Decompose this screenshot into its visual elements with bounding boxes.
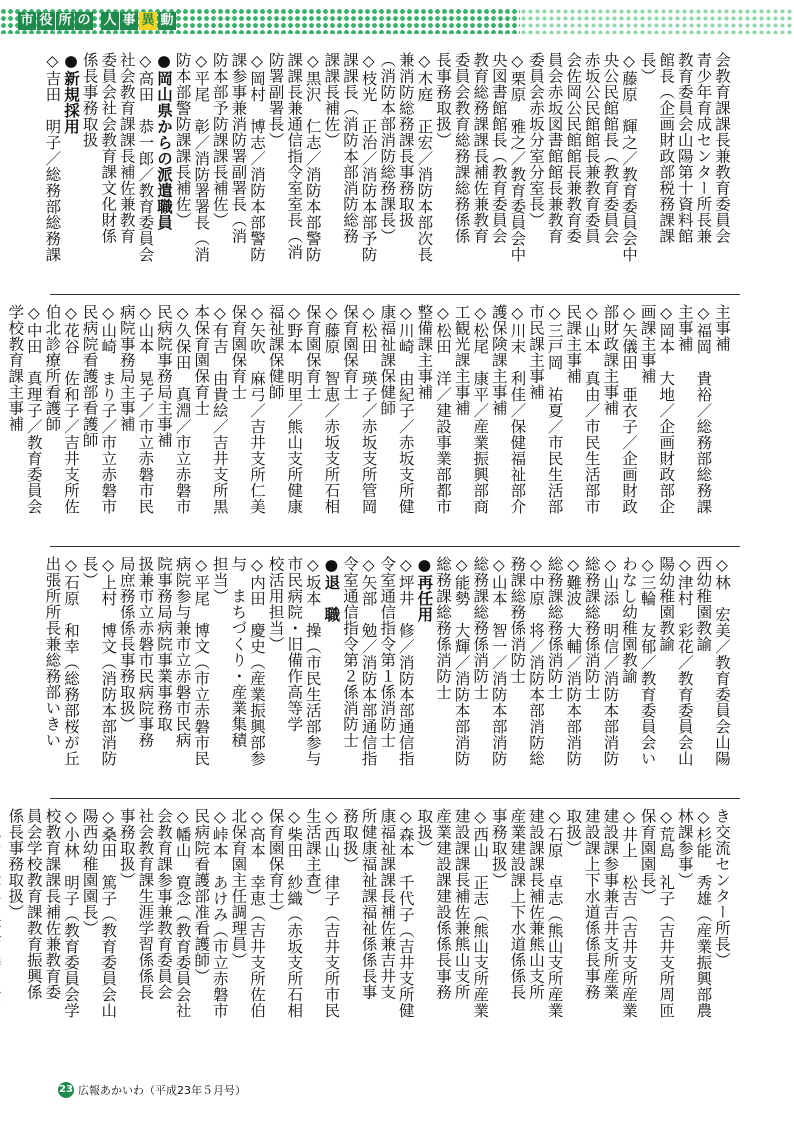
entry-line: ◇難波 大輔／消防本部消防 bbox=[564, 556, 583, 767]
title-char: 所 bbox=[56, 12, 74, 30]
entry-line: 長） bbox=[80, 556, 99, 588]
entry-line: 館長（企画財政部税務課課 bbox=[657, 52, 676, 244]
entry-line: 保育園保育士） bbox=[266, 808, 285, 920]
section-divider bbox=[50, 798, 740, 799]
entry-line: 保育園園長） bbox=[638, 808, 657, 904]
entry-line: 総務課総務係消防士 bbox=[582, 556, 601, 700]
entry-line: ◇杉能 秀雄（産業振興部農 bbox=[694, 808, 713, 1019]
entry-line: ◇桑田 篤子（教育委員会山 bbox=[99, 808, 118, 1019]
entry-line: ◇林 宏美／教育委員会山陽 bbox=[713, 556, 731, 767]
entry-line: ◇三輪 友郁／教育委員会い bbox=[638, 556, 657, 767]
entry-line: ◇矢儀田 亜衣子／企画財政 bbox=[620, 304, 638, 515]
entry-line: ◇内田 慶史（産業振興部参 bbox=[248, 556, 266, 767]
entry-line: 会佐岡公民館館長兼教育委 bbox=[564, 52, 583, 244]
entry-line: 赤坂公民館館長兼教育委員 bbox=[582, 52, 601, 244]
title-char: 人 bbox=[101, 12, 119, 30]
entry-line: 取扱） bbox=[415, 808, 434, 856]
title-char: 異 bbox=[139, 12, 157, 30]
entry-line: ◇久保田 真淵／市立赤磐市 bbox=[173, 304, 192, 515]
page-footer bbox=[58, 1082, 246, 1098]
entry-line: 兼消防総務課長事務取扱 bbox=[396, 52, 415, 228]
entry-line: 務取扱） bbox=[341, 808, 359, 872]
entry-line: ◇松田 瑛子／赤坂支所管岡 bbox=[359, 304, 378, 515]
entry-line: 陽幼稚園教諭 bbox=[657, 556, 676, 652]
entry-line: 員会学校教育課教育振興係 bbox=[24, 808, 43, 1000]
entry-line: ◇矢部 勉／消防本部通信指 bbox=[359, 556, 378, 767]
entry-line: 令室通信指令第１係消防士 bbox=[378, 556, 397, 748]
entry-line: 北保育園主任調理員） bbox=[229, 808, 248, 968]
entry-line: 護保険課主事補 bbox=[489, 304, 508, 416]
entry-line: ◇川末 利佳／保健福祉部介 bbox=[508, 304, 527, 515]
entry-line: 整備課主事補 bbox=[415, 304, 434, 400]
entry-line: ◇高本 幸恵（吉井支所佐伯 bbox=[248, 808, 266, 1019]
entry-line: 工観光課主事補 bbox=[452, 304, 471, 416]
entry-line: 市民課主事補 bbox=[527, 304, 545, 400]
entry-line: ◇枝光 正治／消防本部予防 bbox=[359, 52, 378, 263]
title-char: 市 bbox=[18, 12, 36, 30]
entry-line: ◇川崎 由紀子／赤坂支所健 bbox=[396, 304, 415, 515]
page-number: 23 bbox=[58, 1082, 74, 1098]
entry-line: 所健康福祉課福祉係係長事 bbox=[359, 808, 378, 1000]
entry-line: 院事務局病院事業事務取 bbox=[155, 556, 173, 732]
entry-line: 課課長（消防本部消防総務 bbox=[341, 52, 359, 244]
entry-line: ◇松尾 康平／産業振興部商 bbox=[471, 304, 490, 515]
entry-line: 生活課主査） bbox=[303, 808, 322, 904]
entry-line: 本保育園保育士 bbox=[192, 304, 211, 416]
entry-line: 総務課総務係消防士 bbox=[545, 556, 564, 700]
entry-line: 与 まちづくり・産業集積 bbox=[229, 556, 248, 748]
entry-line: 康福祉課課長補佐兼吉井支 bbox=[378, 808, 397, 1000]
page-header bbox=[0, 0, 794, 38]
entry-line: 扱兼市立赤磐市民病院事務 bbox=[136, 556, 155, 748]
entry-line: 防本部警防課課長補佐） bbox=[173, 52, 192, 228]
entry-line: ◇藤原 智恵／赤坂支所石相 bbox=[322, 304, 341, 515]
entry-line: 保育園保育士 bbox=[229, 304, 248, 400]
entry-line: 建設課上下水道係係長事務 bbox=[582, 808, 601, 1000]
section-heading: ●新規採用 bbox=[62, 52, 80, 135]
header-dot-fade bbox=[520, 8, 794, 34]
entry-line: 青少年育成センター所長兼 bbox=[694, 52, 713, 244]
entry-line: 委員会赤坂分室分室長） bbox=[527, 52, 545, 228]
entry-line: 保育園保育士 bbox=[341, 304, 359, 400]
entry-line: 産業建設課建設係係長事務 bbox=[434, 808, 452, 1000]
section-divider bbox=[50, 546, 740, 547]
entry-line: 病院事務局主事補 bbox=[117, 304, 136, 432]
entry-line: ◇中田 真理子／教育委員会 bbox=[24, 304, 43, 515]
entry-line: （消防本部消防総務課長） bbox=[378, 52, 397, 244]
entry-line: ◇柴田 紗織（赤坂支所石相 bbox=[285, 808, 304, 1019]
entry-line: ◇松田 洋／建設事業部都市 bbox=[434, 304, 452, 515]
entry-line: 事務取扱） bbox=[489, 808, 508, 888]
entry-line: 務課総務係消防士 bbox=[508, 556, 527, 684]
entry-line: ◇黒沢 仁志／消防本部警防 bbox=[303, 52, 322, 263]
entry-line: ◇三戸岡 祐夏／市民生活部 bbox=[545, 304, 564, 515]
entry-line: 民病院看護部看護師 bbox=[80, 304, 99, 448]
entry-line: 課課長兼通信指令室室長（消 bbox=[285, 52, 304, 260]
entry-line: ◇津村 彩花／教育委員会山 bbox=[675, 556, 694, 767]
entry-line: 長事務取扱） bbox=[434, 52, 452, 148]
entry-line: 校活用担当） bbox=[266, 556, 285, 652]
entry-line: 民病院事務局主事補 bbox=[155, 304, 173, 448]
entry-line bbox=[0, 808, 2, 1048]
entry-line: 学校教育課主事補 bbox=[6, 304, 25, 432]
title-char: 動 bbox=[158, 12, 176, 30]
entry-line: 市民病院・旧備作高等学 bbox=[285, 556, 304, 732]
entry-line: ◇藤原 輝之／教育委員会中 bbox=[620, 52, 638, 263]
section-heading: ●退 職 bbox=[322, 556, 341, 623]
entry-line: 教育委員会山陽第十資料館 bbox=[675, 52, 694, 244]
entry-line: ◇井上 松吉（吉井支所産業 bbox=[620, 808, 638, 1019]
entry-line: ◇有吉 由貴絵／吉井支所黒 bbox=[210, 304, 229, 515]
entry-line: ◇石原 卓志（熊山支所産業 bbox=[545, 808, 564, 1019]
entry-line: 央図書館館長（教育委員会 bbox=[489, 52, 508, 244]
entry-line: ◇岡本 大地／企画財政部企 bbox=[657, 304, 676, 515]
entry-line: 民課主事補 bbox=[564, 304, 583, 384]
entry-line: ◇中原 将／消防本部消防総 bbox=[527, 556, 545, 767]
entry-line: ◇山本 晃子／市立赤磐市民 bbox=[136, 304, 155, 515]
entry-line: 会教育課課長兼教育委員会 bbox=[713, 52, 731, 244]
entry-line: ◇吉田 明子／総務部総務課 bbox=[43, 52, 62, 263]
entry-line: 総務課総務係消防士 bbox=[434, 556, 452, 700]
entry-line: ◇能勢 大輝／消防本部消防 bbox=[452, 556, 471, 767]
entry-line: 主事補 bbox=[713, 304, 731, 352]
entry-line: ◇山添 明信／消防本部消防 bbox=[601, 556, 620, 767]
entry-line: 事務取扱） bbox=[117, 808, 136, 888]
entry-line: ◇峠本 あけみ（市立赤磐市 bbox=[210, 808, 229, 1019]
entry-line: ◇幡山 寛念（教育委員会社 bbox=[173, 808, 192, 1019]
entry-line: ◇上村 博文（消防本部消防 bbox=[99, 556, 118, 767]
entry-line: 保育園保育士 bbox=[303, 304, 322, 400]
entry-line: 取扱） bbox=[564, 808, 583, 856]
entry-line: 令室通信指令第２係消防士 bbox=[341, 556, 359, 748]
entry-line: 校教育課課長補佐兼教育委 bbox=[43, 808, 62, 1000]
section-title bbox=[18, 12, 176, 32]
entry-line: 陽西幼稚園園長） bbox=[80, 808, 99, 936]
entry-line: ◇西山 律子（吉井支所市民 bbox=[322, 808, 341, 1019]
entry-line: ◇西山 正志（熊山支所産業 bbox=[471, 808, 490, 1019]
entry-line: き交流センター所長） bbox=[713, 808, 731, 968]
entry-line: 民病院看護部准看護師） bbox=[192, 808, 211, 984]
entry-line: 教育総務課課長補佐兼教育 bbox=[471, 52, 490, 244]
entry-line: 防本部予防課課長補佐） bbox=[210, 52, 229, 228]
section-heading: ●岡山県からの派遣職員 bbox=[155, 52, 173, 231]
entry-line: 康福祉課保健師 bbox=[378, 304, 397, 416]
entry-line: 防署副署長） bbox=[266, 52, 285, 148]
entry-line: ◇福岡 貴裕／総務部総務課 bbox=[694, 304, 713, 515]
publication-name: 広報あかいわ（平成23年５月号） bbox=[78, 1084, 246, 1097]
entry-line: ◇野本 明里／熊山支所健康 bbox=[285, 304, 304, 515]
entry-line: 病院参与兼市立赤磐市民病 bbox=[173, 556, 192, 748]
entry-line: 会教育課参事兼教育委員会 bbox=[155, 808, 173, 1000]
entry-line: ◇栗原 雅之／教育委員会中 bbox=[508, 52, 527, 263]
entry-line: ◇森本 千代子（吉井支所健 bbox=[396, 808, 415, 1019]
entry-line: 総務課総務係消防士 bbox=[471, 556, 490, 700]
entry-line: 主事補 bbox=[675, 304, 694, 352]
entry-line: ◇荒島 礼子（吉井支所周匝 bbox=[657, 808, 676, 1019]
entry-line: ◇坪井 修／消防本部通信指 bbox=[396, 556, 415, 767]
entry-line: 社会教育課課長補佐兼教育 bbox=[117, 52, 136, 244]
title-char: 事 bbox=[120, 12, 138, 30]
title-char: の bbox=[75, 12, 93, 30]
entry-line: 担当） bbox=[210, 556, 229, 604]
title-char: 役 bbox=[37, 12, 55, 30]
entry-line: 出張所所長兼総務部いきい bbox=[43, 556, 62, 748]
entry-line: 建設課参事兼吉井支所産業 bbox=[601, 808, 620, 1000]
entry-line: ◇山本 真由／市民生活部市 bbox=[582, 304, 601, 515]
entry-line: ◇平尾 博文（市立赤磐市民 bbox=[192, 556, 211, 767]
entry-line: 西幼稚園教諭 bbox=[694, 556, 713, 652]
entry-line: 員会赤坂図書館館長兼教育 bbox=[545, 52, 564, 244]
entry-line: 課参事兼消防署副署長（消 bbox=[229, 52, 248, 244]
entry-line: 林課参事） bbox=[675, 808, 694, 888]
entry-line: ◇小林 明子（教育委員会学 bbox=[62, 808, 80, 1019]
entry-line: 局庶務係係長事務取扱） bbox=[117, 556, 136, 732]
entry-line: 課課長補佐） bbox=[322, 52, 341, 148]
section-divider bbox=[50, 294, 740, 295]
section-heading: ●再任用 bbox=[415, 556, 434, 623]
entry-line: 建設課課長補佐兼熊山支所 bbox=[527, 808, 545, 1000]
entry-line: ◇木庭 正宏／消防本部次長 bbox=[415, 52, 434, 263]
entry-line: ◇花谷 佐和子／吉井支所佐 bbox=[62, 304, 80, 515]
entry-line: 建設課課長補佐兼熊山支所 bbox=[452, 808, 471, 1000]
entry-line: ◇石原 和幸（総務部桜が丘 bbox=[62, 556, 80, 767]
entry-line: ◇山本 智一／消防本部消防 bbox=[489, 556, 508, 767]
entry-line: ◇坂本 操（市民生活部参与 bbox=[303, 556, 322, 767]
entry-line: 産業建設課上下水道係係長 bbox=[508, 808, 527, 1000]
entry-line: 社会教育課生涯学習係係長 bbox=[136, 808, 155, 1000]
entry-line: 伯北診療所看護師 bbox=[43, 304, 62, 432]
entry-line: 委員会教育総務課総務係係 bbox=[452, 52, 471, 244]
entry-line: 長） bbox=[638, 52, 657, 84]
entry-line: ◇矢吹 麻弓／吉井支所仁美 bbox=[248, 304, 266, 515]
entry-line: 央公民館館長（教育委員会 bbox=[601, 52, 620, 244]
entry-line: わなし幼稚園教諭 bbox=[620, 556, 638, 684]
entry-line: 画課主事補 bbox=[638, 304, 657, 384]
entry-line: 係長事務取扱） bbox=[6, 808, 25, 920]
entry-line: 部財政課主事補 bbox=[601, 304, 620, 416]
entry-line: ◇山崎 まり子／市立赤磐市 bbox=[99, 304, 118, 515]
entry-line: 係長事務取扱 bbox=[80, 52, 99, 148]
entry-line: 委員会社会教育課文化財係 bbox=[99, 52, 118, 244]
entry-line: ◇高田 恭一郎／教育委員会 bbox=[136, 52, 155, 263]
entry-line: 福祉課保健師 bbox=[266, 304, 285, 400]
entry-line: ◇岡村 博志／消防本部警防 bbox=[248, 52, 266, 263]
entry-line: ◇平尾 彰／消防署署長（消 bbox=[192, 52, 211, 263]
